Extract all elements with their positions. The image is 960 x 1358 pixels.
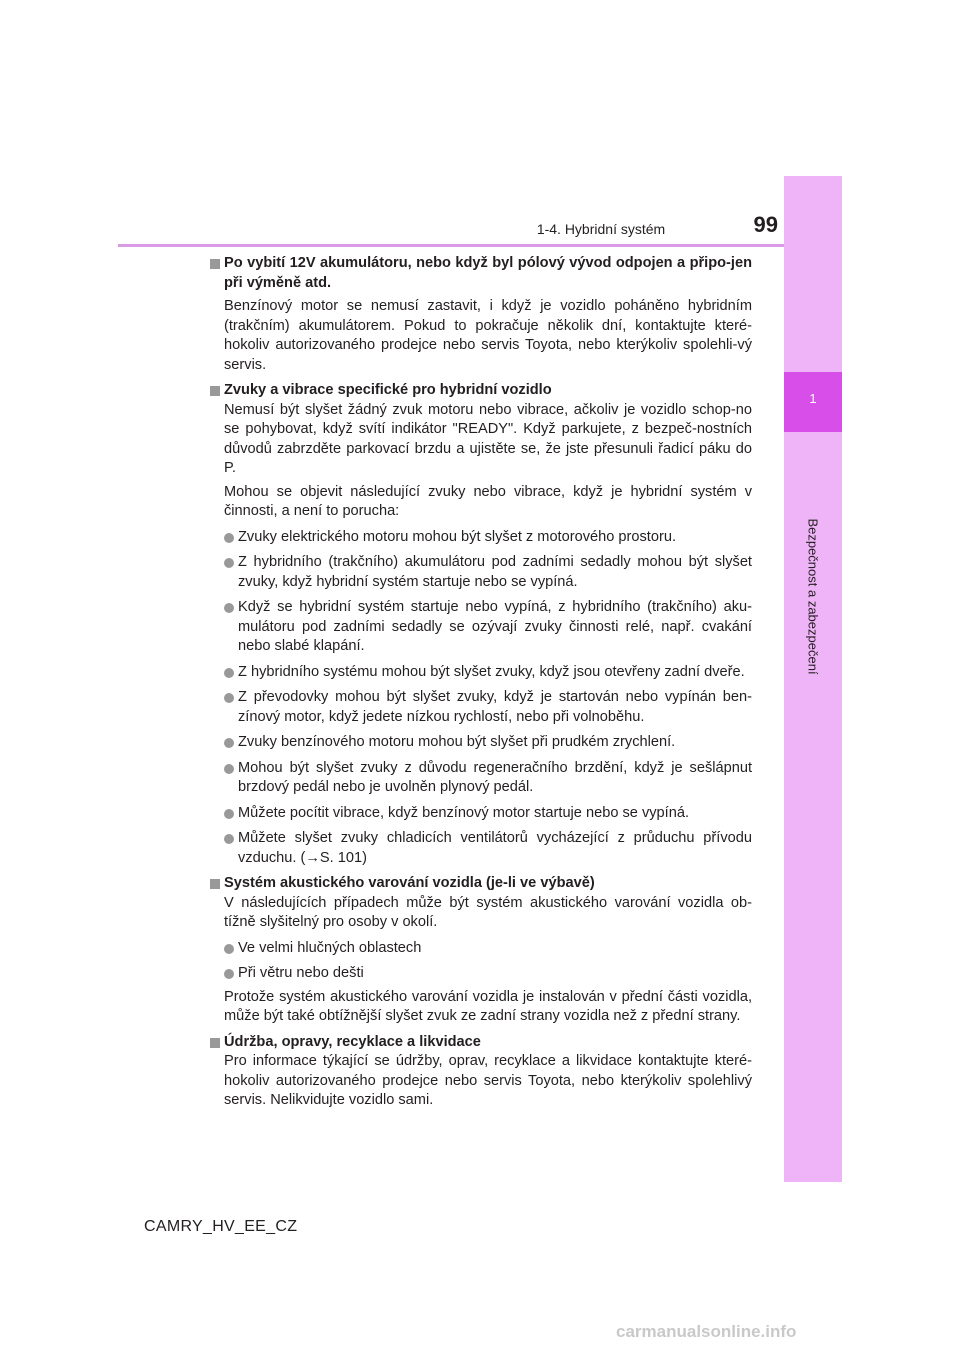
side-tab-number: 1 (809, 391, 817, 406)
square-bullet-icon (210, 1038, 220, 1048)
list-item: Z převodovky mohou být slyšet zvuky, když je startován nebo vypínán ben-zínový motor, když jedete nízkou rychlostí, nebo při volnoběhu. (210, 688, 752, 727)
page-number: 99 (753, 212, 778, 237)
list-item: Když se hybridní systém startuje nebo vypíná, z hybridního (trakčního) aku-mulátoru pod zadními sedadly se ozývají zvuky činnosti relé, např. cvakání nebo slabé klapání. (210, 598, 752, 657)
circle-bullet-icon (224, 693, 234, 703)
section-heading: Zvuky a vibrace specifické pro hybridní vozidlo (210, 381, 752, 401)
square-bullet-icon (210, 879, 220, 889)
circle-bullet-icon (224, 603, 234, 613)
paragraph: Mohou se objevit následující zvuky nebo vibrace, když je hybridní systém v činnosti, a není to porucha: (224, 483, 752, 519)
paragraph: Protože systém akustického varování vozidla je instalován v přední části vozidla, může být také obtížnější slyšet zvuk ze zadní strany vozidla než z přední strany. (224, 988, 752, 1024)
square-bullet-icon (210, 386, 220, 396)
list-item: Ve velmi hlučných oblastech (210, 939, 752, 959)
paragraph: Nemusí být slyšet žádný zvuk motoru nebo vibrace, ačkoliv je vozidlo schop-no se pohybovat, když svítí indikátor "READY". Když parkujete, z bezpeč-nostních důvodů zabrzděte parkovací brzdu a ujistěte se, že jste přesunuli řadicí páku do P. (224, 401, 752, 476)
circle-bullet-icon (224, 668, 234, 678)
list-item: Zvuky elektrického motoru mohou být slyšet z motorového prostoru. (210, 528, 752, 548)
square-bullet-icon (210, 259, 220, 269)
section-heading: Po vybití 12V akumulátoru, nebo když byl pólový vývod odpojen a připo-jen při výměně atd. (210, 254, 752, 293)
document-code: CAMRY_HV_EE_CZ (144, 1218, 298, 1235)
section-title: 1-4. Hybridní systém (536, 221, 666, 237)
circle-bullet-icon (224, 809, 234, 819)
circle-bullet-icon (224, 533, 234, 543)
list-item: Z hybridního systému mohou být slyšet zvuky, když jsou otevřeny zadní dveře. (210, 663, 752, 683)
section-heading: Údržba, opravy, recyklace a likvidace (210, 1033, 752, 1053)
paragraph: Pro informace týkající se údržby, oprav, recyklace a likvidace kontaktujte které-hokoliv autorizovaného prodejce nebo servis Toyota, nebo kterýkoliv spolehlivý servis. Nelikvidujte vozidlo sami. (224, 1053, 752, 1108)
circle-bullet-icon (224, 834, 234, 844)
paragraph: Benzínový motor se nemusí zastavit, i když je vozidlo poháněno hybridním (trakčním) akumulátorem. Pokud to pokračuje několik dní, kontaktujte které-hokoliv autorizovaného prodejce nebo servis Toyota, nebo kterýkoliv spolehli-vý servis. (224, 298, 752, 373)
list-item: Z hybridního (trakčního) akumulátoru pod zadními sedadly mohou být slyšet zvuky, když hybridní systém startuje nebo se vypíná. (210, 553, 752, 592)
circle-bullet-icon (224, 738, 234, 748)
list-item: Zvuky benzínového motoru mohou být slyšet při prudkém zrychlení. (210, 733, 752, 753)
paragraph: V následujících případech může být systém akustického varování vozidla ob-tížně slyšitelný pro osoby v okolí. (224, 894, 752, 930)
page-content (210, 254, 752, 1111)
circle-bullet-icon (224, 944, 234, 954)
header-divider (118, 244, 784, 247)
list-item: Při větru nebo dešti (210, 964, 752, 984)
list-item: Můžete slyšet zvuky chladicích ventilátorů vycházející z průduchu přívodu vzduchu. (→S. 101) (210, 829, 752, 868)
circle-bullet-icon (224, 969, 234, 979)
circle-bullet-icon (224, 764, 234, 774)
watermark: carmanualsonline.info (616, 1322, 797, 1341)
section-heading: Systém akustického varování vozidla (je-li ve výbavě) (210, 874, 752, 894)
list-item: Můžete pocítit vibrace, když benzínový motor startuje nebo se vypíná. (210, 804, 752, 824)
side-tab-label: Bezpečnost a zabezpečení (805, 517, 821, 675)
circle-bullet-icon (224, 558, 234, 568)
list-item: Mohou být slyšet zvuky z důvodu regeneračního brzdění, když je sešlápnut brzdový pedál nebo je uvolněn plynový pedál. (210, 759, 752, 798)
